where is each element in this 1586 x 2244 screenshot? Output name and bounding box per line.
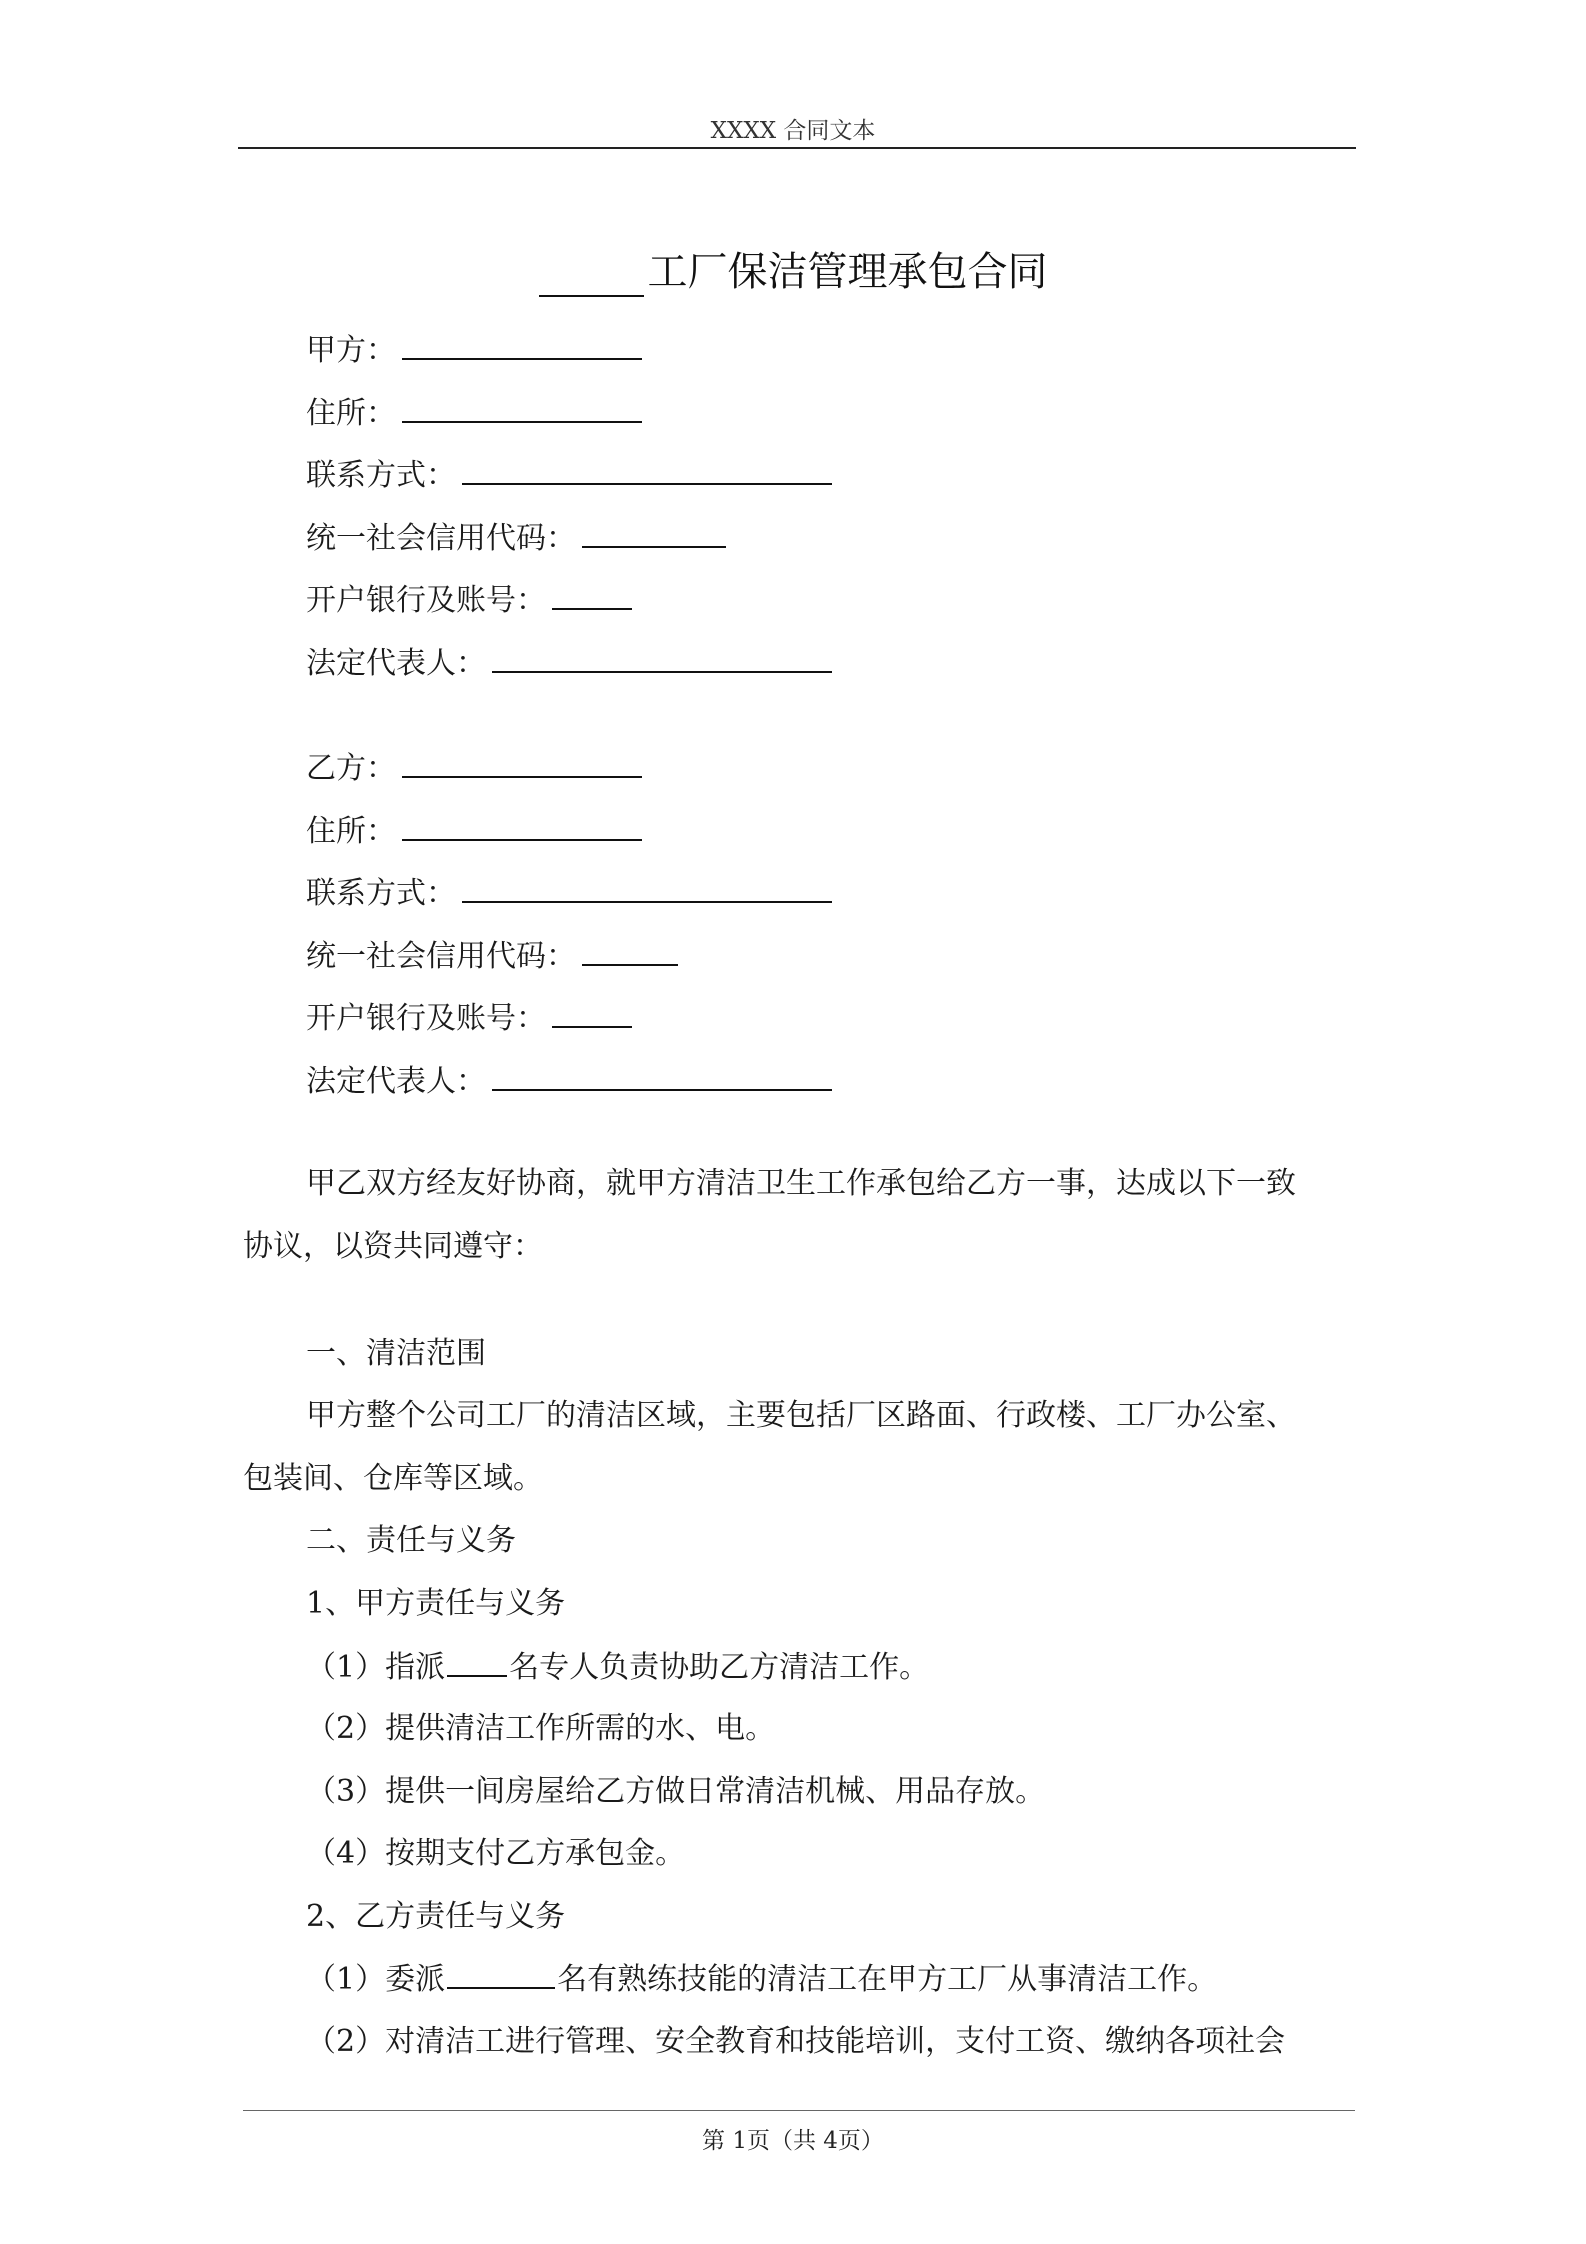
clause-a1-prefix: （1）指派: [306, 1650, 446, 1685]
clause-b1-suffix: 名有熟练技能的清洁工在甲方工厂从事清洁工作。: [557, 1962, 1218, 1997]
clause-a1-suffix: 名专人负责协助乙方清洁工作。: [509, 1650, 930, 1685]
party-a-bank-label: 开户银行及账号：: [306, 583, 546, 618]
party-b-name-field: [402, 748, 642, 778]
party-b-legal-rep: [306, 1061, 832, 1100]
party-a-name: [306, 330, 642, 369]
party-a-credit-code-label: 统一社会信用代码：: [306, 521, 576, 556]
section-1-heading: 一、清洁范围: [306, 1336, 486, 1371]
clause-a1: [306, 1649, 929, 1686]
party-a-address-label: 住所：: [306, 396, 396, 431]
section-2-sub-a: 1、甲方责任与义务: [306, 1586, 566, 1621]
party-b-contact: [306, 873, 832, 912]
party-b-name: [306, 748, 642, 787]
clause-a4: （4）按期支付乙方承包金。: [306, 1836, 686, 1871]
party-b-name-label: 乙方：: [306, 751, 396, 786]
party-a-contact-field: [462, 455, 832, 485]
party-b-legal-rep-label: 法定代表人：: [306, 1064, 486, 1099]
party-b-legal-rep-field: [492, 1061, 832, 1091]
party-b-address-field: [402, 811, 642, 841]
contract-title: [0, 240, 1586, 297]
party-b-bank: [306, 998, 632, 1037]
clause-b2: （2）对清洁工进行管理、安全教育和技能培训，支付工资、缴纳各项社会: [306, 2024, 1286, 2059]
title-text: 工厂保洁管理承包合同: [647, 249, 1048, 295]
party-a-legal-rep: [306, 643, 832, 682]
party-b-credit-code-label: 统一社会信用代码：: [306, 939, 576, 974]
preamble-line-2: 协议，以资共同遵守：: [243, 1229, 543, 1264]
party-a-address: [306, 393, 642, 432]
clause-a1-blank: [447, 1649, 507, 1677]
clause-b1-blank: [447, 1961, 555, 1989]
party-b-address-label: 住所：: [306, 814, 396, 849]
party-a-contact: [306, 455, 832, 494]
party-a-credit-code: [306, 518, 726, 557]
clause-a2: （2）提供清洁工作所需的水、电。: [306, 1711, 776, 1746]
party-b-contact-field: [462, 873, 832, 903]
header-divider: [238, 147, 1356, 149]
preamble-line-1: 甲乙双方经友好协商，就甲方清洁卫生工作承包给乙方一事，达成以下一致: [306, 1166, 1296, 1201]
clause-a3: （3）提供一间房屋给乙方做日常清洁机械、用品存放。: [306, 1774, 1046, 1809]
party-b-bank-field: [552, 998, 632, 1028]
section-1-line-1: 甲方整个公司工厂的清洁区域，主要包括厂区路面、行政楼、工厂办公室、: [306, 1398, 1296, 1433]
section-2-heading: 二、责任与义务: [306, 1523, 516, 1558]
party-a-bank-field: [552, 580, 632, 610]
party-a-name-field: [402, 330, 642, 360]
party-b-contact-label: 联系方式：: [306, 876, 456, 911]
party-a-bank: [306, 580, 632, 619]
clause-b1: [306, 1961, 1217, 1998]
page-header: XXXX 合同文本: [710, 118, 876, 144]
party-a-name-label: 甲方：: [306, 333, 396, 368]
party-a-legal-rep-field: [492, 643, 832, 673]
section-1-line-2: 包装间、仓库等区域。: [243, 1461, 543, 1496]
footer-divider: [243, 2110, 1355, 2111]
party-a-address-field: [402, 393, 642, 423]
party-b-credit-code: [306, 936, 678, 975]
party-b-credit-code-field: [582, 936, 678, 966]
party-a-legal-rep-label: 法定代表人：: [306, 646, 486, 681]
section-2-sub-b: 2、乙方责任与义务: [306, 1899, 566, 1934]
party-b-bank-label: 开户银行及账号：: [306, 1001, 546, 1036]
party-a-contact-label: 联系方式：: [306, 458, 456, 493]
clause-b1-prefix: （1）委派: [306, 1962, 446, 1997]
title-blank: [539, 255, 644, 297]
party-a-credit-code-field: [582, 518, 726, 548]
party-b-address: [306, 811, 642, 850]
page-number: 第 1页（共 4页）: [702, 2128, 884, 2154]
